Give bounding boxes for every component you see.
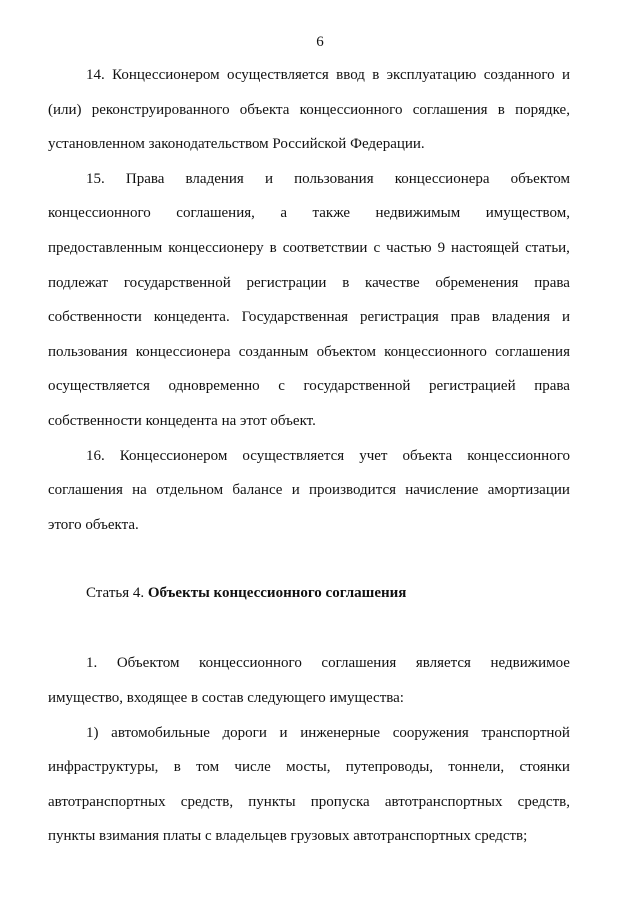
article-heading <box>48 576 570 646</box>
article-paragraph-1-item-1 <box>48 716 570 854</box>
word: 14. <box>86 67 105 83</box>
word: средств, <box>517 793 570 810</box>
word: пропуска <box>310 793 370 810</box>
word: ввод <box>336 67 365 83</box>
word: отдельном <box>156 482 224 499</box>
word: автотранспортных <box>48 793 166 810</box>
word: подлежат <box>48 274 109 291</box>
article-paragraph-1 <box>48 646 570 715</box>
word: мосты, <box>286 759 331 776</box>
word: недвижимое <box>490 655 570 672</box>
text-line <box>48 335 570 370</box>
word: также <box>312 205 351 222</box>
text-line: собственности концедента на этот объект. <box>48 412 316 429</box>
word: и <box>279 724 288 741</box>
word: концессионного <box>299 101 403 118</box>
word: созданного <box>483 67 555 83</box>
word: автотранспортных <box>384 793 503 810</box>
word: в <box>372 67 380 83</box>
word: в <box>342 274 350 291</box>
word: одновременно <box>168 378 260 395</box>
word: концессионера <box>394 170 490 187</box>
word: концессионера <box>135 343 231 360</box>
word: транспортной <box>481 724 570 741</box>
word: концедента. <box>153 309 230 326</box>
word: и <box>291 482 300 499</box>
word: государственной <box>123 274 231 291</box>
text-line <box>48 785 570 820</box>
word: 1) <box>86 724 99 741</box>
word: обременения <box>435 274 519 291</box>
word: балансе <box>232 482 283 499</box>
word: Права <box>125 170 165 187</box>
word: инфраструктуры, <box>48 759 159 776</box>
word: осуществляется <box>242 447 345 464</box>
word: Концессионером <box>119 447 228 464</box>
word: в <box>173 759 181 776</box>
word: регистрации <box>246 274 327 291</box>
word: и <box>561 67 570 83</box>
word: соглашения <box>321 655 397 672</box>
word: объекта <box>402 447 453 464</box>
word: том <box>196 759 220 776</box>
word: является <box>415 655 471 672</box>
word: 16. <box>86 447 105 464</box>
word: объекта <box>239 101 290 118</box>
word: концессионного <box>384 343 487 360</box>
word: порядке, <box>515 101 570 118</box>
text-line <box>48 439 570 474</box>
word: соответствии <box>282 239 368 256</box>
word: соглашения <box>495 343 570 360</box>
text-line <box>48 646 570 681</box>
word: недвижимым <box>375 205 461 222</box>
text-line <box>48 58 570 93</box>
word: объектом <box>316 343 376 360</box>
word: пользования <box>294 170 374 187</box>
word: 9 <box>437 239 446 256</box>
word: на <box>132 482 147 499</box>
article-title: Объекты концессионного соглашения <box>147 585 407 602</box>
word: инженерные <box>300 724 381 741</box>
word: числе <box>234 759 271 776</box>
word: (или) <box>48 101 82 118</box>
paragraph-16 <box>48 439 570 543</box>
word: Концессионером <box>112 67 220 83</box>
word: Государственная <box>241 309 349 326</box>
word: настоящей <box>451 239 520 256</box>
word: учет <box>359 447 388 464</box>
paragraph-14 <box>48 58 570 162</box>
word: тоннели, <box>448 759 505 776</box>
word: стоянки <box>519 759 570 776</box>
word: с <box>278 378 285 395</box>
text-line <box>48 300 570 335</box>
word: путепроводы, <box>345 759 434 776</box>
text-line: пункты взимания платы с владельцев грузовых автотранспортных средств; <box>48 828 528 845</box>
word: имуществом, <box>485 205 570 222</box>
word: с <box>373 239 381 256</box>
word: 15. <box>86 170 105 187</box>
word: 1. <box>86 655 98 672</box>
word: прав <box>450 309 480 326</box>
text-line <box>48 266 570 301</box>
word: соглашения, <box>176 205 255 222</box>
word: концессионеру <box>168 239 264 256</box>
text-line <box>48 750 570 785</box>
word: концессионного <box>48 205 151 222</box>
word: осуществляется <box>226 67 329 83</box>
word: соглашения <box>412 101 488 118</box>
word: владения <box>185 170 244 187</box>
word: качестве <box>365 274 420 291</box>
text-line <box>48 473 570 508</box>
word: в <box>497 101 505 118</box>
word: концессионного <box>467 447 570 464</box>
word: собственности <box>48 309 142 326</box>
word: эксплуатацию <box>386 67 477 83</box>
word: статьи, <box>525 239 570 256</box>
word: объектом <box>510 170 570 187</box>
text-line <box>48 196 570 231</box>
word: в <box>269 239 277 256</box>
word: и <box>264 170 273 187</box>
paragraph-15 <box>48 162 570 439</box>
text-line <box>48 716 570 751</box>
word: регистрация <box>359 309 439 326</box>
article-prefix: Статья 4. <box>86 585 148 602</box>
word: права <box>534 378 570 395</box>
word: соглашения <box>48 482 123 499</box>
word: предоставленным <box>48 239 163 256</box>
word: сооружения <box>392 724 469 741</box>
word: государственной <box>303 378 411 395</box>
word: реконструированного <box>91 101 230 118</box>
text-line <box>48 231 570 266</box>
word: и <box>561 309 570 326</box>
text-line <box>48 369 570 404</box>
word: концессионного <box>199 655 302 672</box>
word: средств, <box>180 793 234 810</box>
word: владения <box>491 309 551 326</box>
text-line <box>48 93 570 128</box>
word: автомобильные <box>111 724 210 741</box>
text-line: имущество, входящее в состав следующего имущества: <box>48 689 404 706</box>
text-line: установленном законодательством Российской Федерации. <box>48 136 425 153</box>
word: начисление <box>405 482 479 499</box>
document-body <box>48 58 570 854</box>
word: производится <box>309 482 396 499</box>
word: пункты <box>248 793 296 810</box>
word: пользования <box>48 343 128 360</box>
text-line <box>48 162 570 197</box>
word: а <box>280 205 288 222</box>
word: дороги <box>222 724 267 741</box>
word: осуществляется <box>48 378 150 395</box>
word: Объектом <box>116 655 180 672</box>
word: частью <box>386 239 432 256</box>
word: регистрацией <box>428 378 516 395</box>
text-line: этого объекта. <box>48 516 139 533</box>
word: созданным <box>238 343 309 360</box>
word: права <box>534 274 570 291</box>
word: амортизации <box>487 482 570 499</box>
page-number: 6 <box>316 34 324 50</box>
